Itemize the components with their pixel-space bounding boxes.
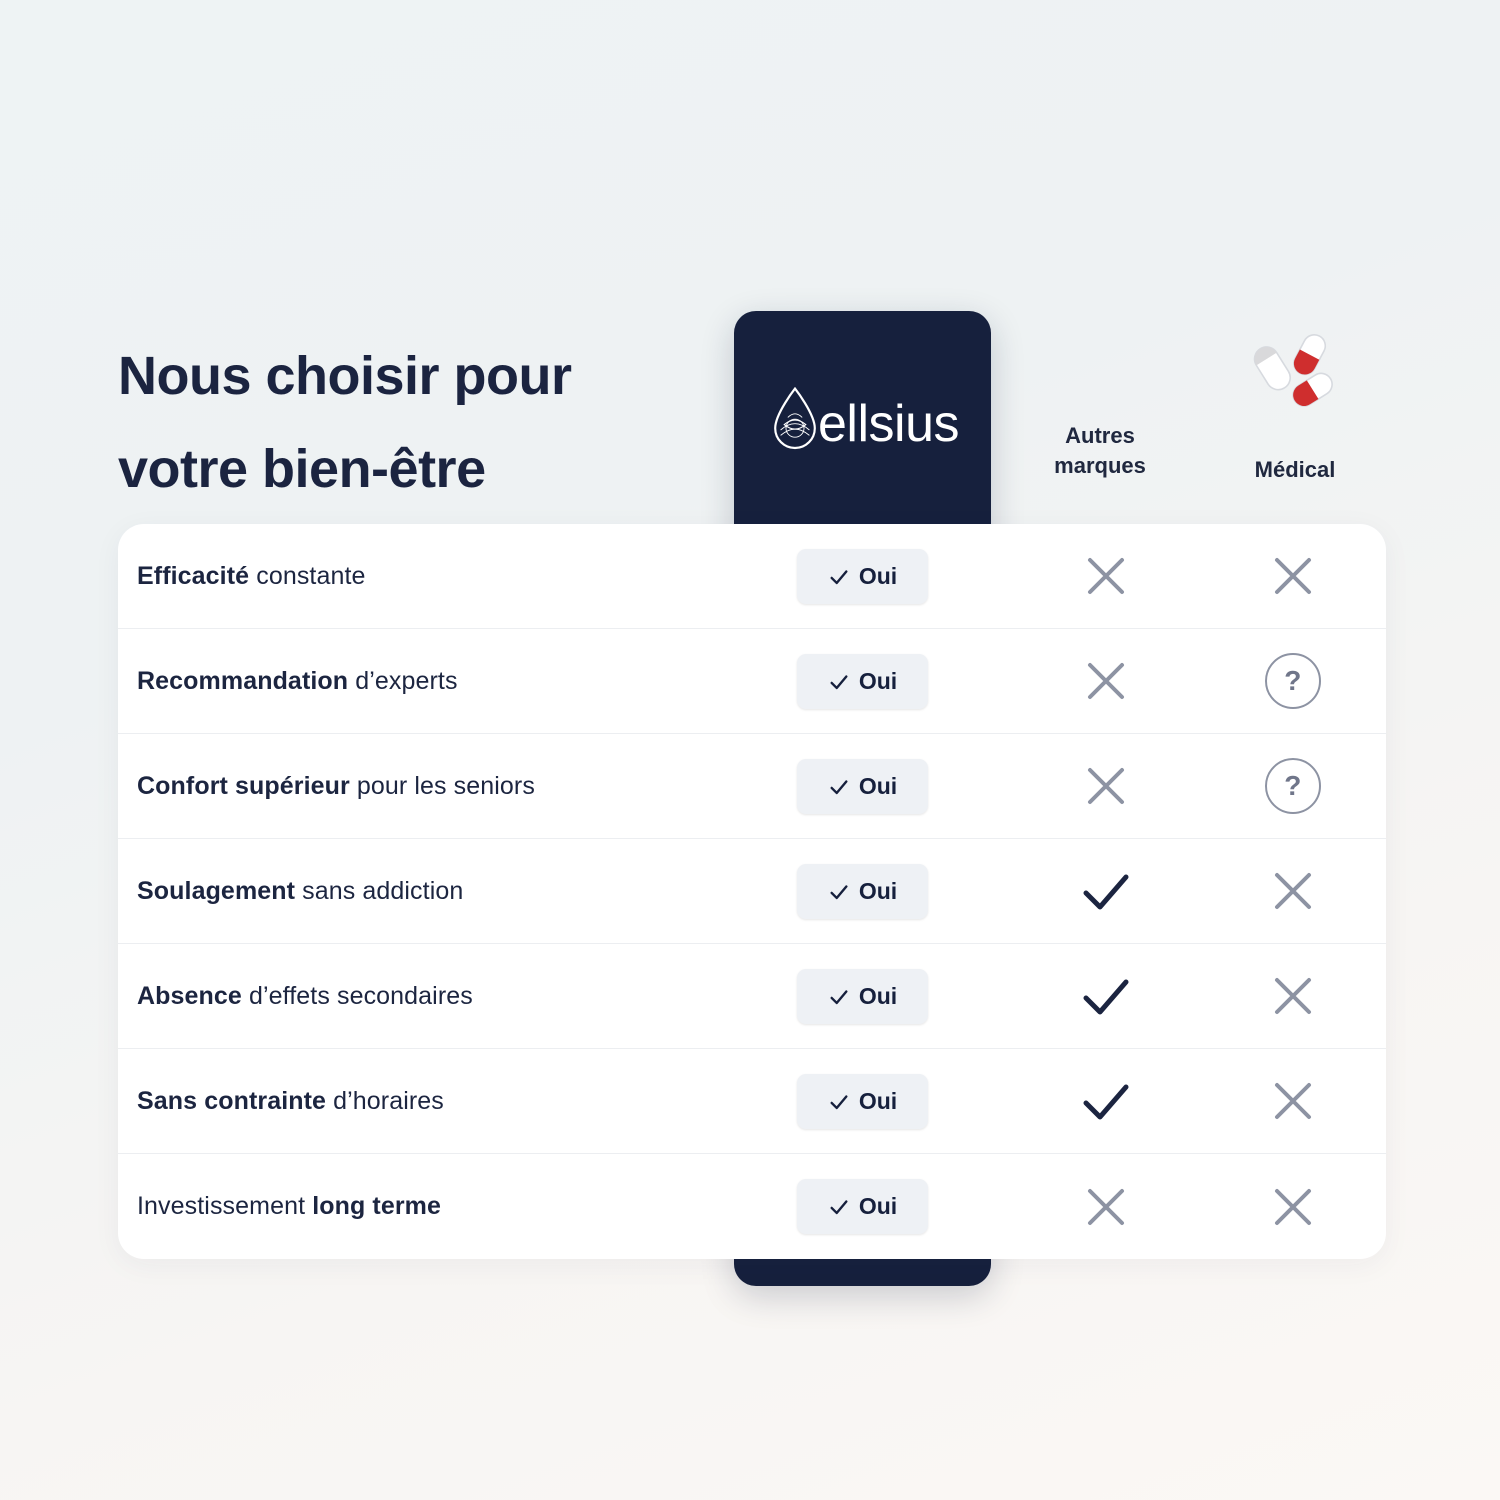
check-icon [828,1091,850,1113]
brand-yes-badge [797,1179,928,1234]
medical-cross-icon [1269,972,1317,1020]
cell-other-brands [1013,762,1199,810]
cell-other-brands [1013,657,1199,705]
brand-yes-badge [797,549,928,604]
cell-medical [1200,972,1386,1020]
brand-answer-slot [734,629,991,734]
page-title-line-2: votre bien-être [118,438,486,499]
other-brands-cross-icon [1082,657,1130,705]
check-icon [828,566,850,588]
brand-answer-slot [734,524,991,629]
brand-yes-label: Oui [858,668,898,694]
row-label: Soulagement sans addiction [137,876,464,905]
brand-yes-label: Oui [858,983,898,1009]
other-brands-cross-icon [1082,552,1130,600]
column-header-other-brands-line-2: marques [1054,452,1146,478]
question-mark-icon: ? [1265,653,1321,709]
cell-medical [1200,1183,1386,1231]
brand-answer-slot [734,1154,991,1259]
water-drop-logo-icon [766,385,824,462]
brand-logo [734,311,991,524]
check-icon [828,776,850,798]
medical-cross-icon [1269,867,1317,915]
brand-answer-slot [734,944,991,1049]
brand-answers-layer [734,524,991,1259]
medical-cross-icon [1269,552,1317,600]
column-header-other-brands [1010,421,1190,480]
cell-medical [1200,1077,1386,1125]
pills-icon [1248,332,1340,418]
other-brands-check-icon [1080,1077,1132,1125]
row-label: Confort supérieur pour les seniors [137,771,535,800]
row-label: Efficacité constante [137,561,366,590]
brand-yes-label: Oui [858,1193,898,1219]
cell-medical [1200,867,1386,915]
brand-yes-label: Oui [858,1088,898,1114]
brand-yes-badge [797,654,928,709]
other-brands-check-icon [1080,867,1132,915]
other-brands-cross-icon [1082,762,1130,810]
cell-medical [1200,552,1386,600]
row-label: Sans contrainte d’horaires [137,1086,444,1115]
brand-yes-badge [797,1074,928,1129]
column-header-medical: Médical [1254,457,1336,482]
brand-answer-slot [734,1049,991,1154]
brand-answer-slot [734,734,991,839]
brand-yes-label: Oui [858,773,898,799]
brand-yes-label: Oui [858,878,898,904]
row-label: Recommandation d’experts [137,666,458,695]
brand-yes-badge [797,969,928,1024]
brand-answer-slot [734,839,991,944]
medical-cross-icon [1269,1183,1317,1231]
brand-name: ellsius [818,394,959,453]
other-brands-cross-icon [1082,1183,1130,1231]
check-icon [828,881,850,903]
brand-yes-badge [797,864,928,919]
check-icon [828,1196,850,1218]
check-icon [828,671,850,693]
page-title-line-1: Nous choisir pour [118,346,572,406]
cell-medical [1200,653,1386,709]
page-title [118,330,718,516]
cell-other-brands [1013,1183,1199,1231]
cell-medical [1200,758,1386,814]
brand-yes-label: Oui [858,563,898,589]
brand-yes-badge [797,759,928,814]
row-label: Absence d’effets secondaires [137,981,473,1010]
medical-cross-icon [1269,1077,1317,1125]
cell-other-brands [1013,867,1199,915]
cell-other-brands [1013,972,1199,1020]
check-icon [828,986,850,1008]
cell-other-brands [1013,552,1199,600]
row-label: Investissement long terme [137,1192,441,1220]
question-mark-icon: ? [1265,758,1321,814]
cell-other-brands [1013,1077,1199,1125]
other-brands-check-icon [1080,972,1132,1020]
column-header-other-brands-line-1: Autres [1065,423,1135,448]
